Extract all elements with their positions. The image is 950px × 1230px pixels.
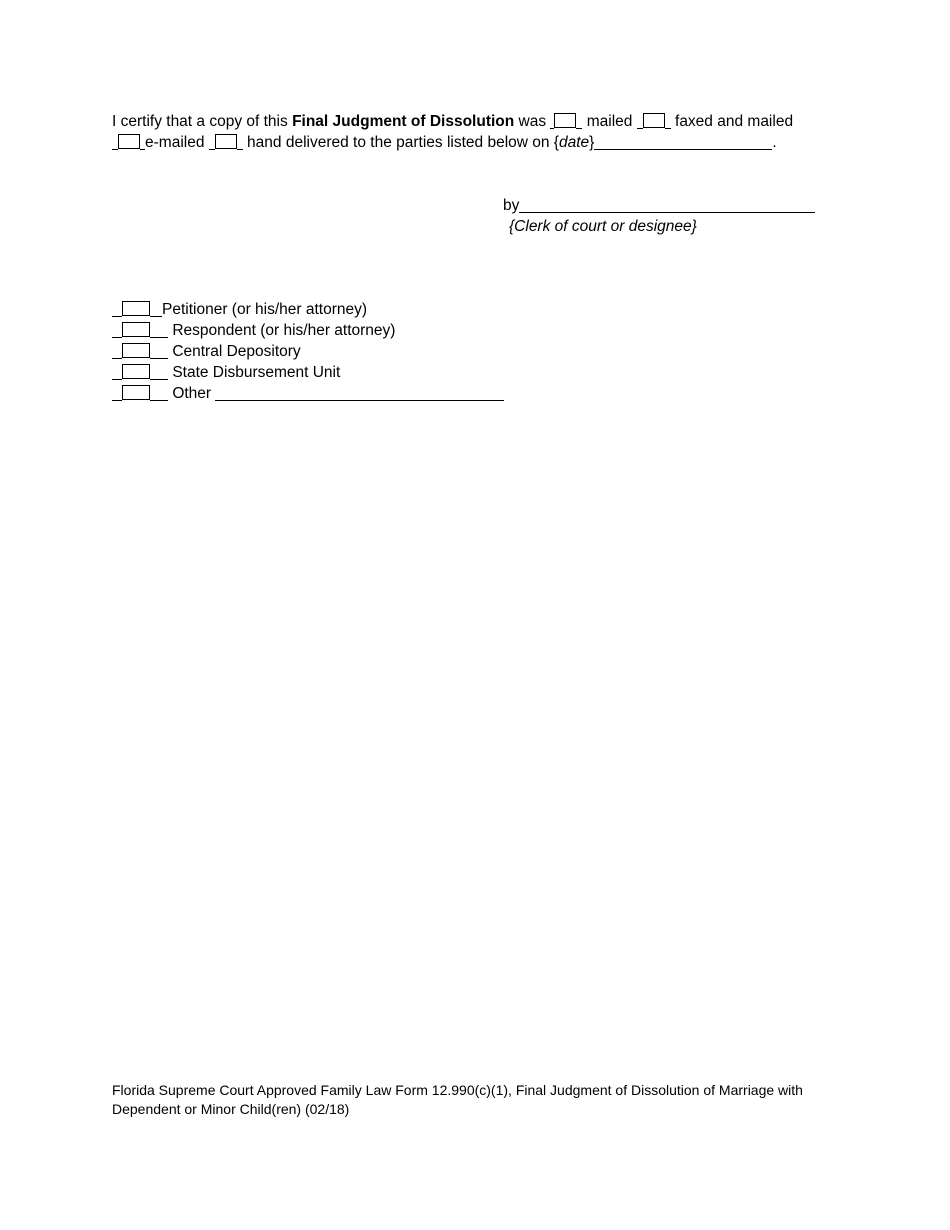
by-label: by xyxy=(503,197,520,214)
recipient-row xyxy=(112,384,504,404)
hand-delivered-checkbox[interactable] xyxy=(215,134,237,149)
date-field[interactable] xyxy=(594,134,772,150)
signature-field[interactable] xyxy=(519,197,815,213)
mailed-label: mailed xyxy=(582,113,637,130)
date-label: date xyxy=(559,134,590,151)
signature-caption: {Clerk of court or designee} xyxy=(509,218,697,235)
other-field[interactable] xyxy=(215,385,504,401)
faxed-mailed-checkbox[interactable] xyxy=(643,113,665,128)
certificate-period: . xyxy=(772,134,777,151)
mailed-checkbox[interactable] xyxy=(554,113,576,128)
certificate-intro: I certify that a copy of this xyxy=(112,113,293,130)
central-depository-checkbox[interactable] xyxy=(122,343,150,358)
signature-line xyxy=(503,196,815,216)
recipient-row xyxy=(112,342,301,362)
faxed-mailed-label: faxed and mailed xyxy=(670,113,794,130)
recipient-label: Other xyxy=(172,385,212,402)
state-disbursement-checkbox[interactable] xyxy=(122,364,150,379)
certificate-line-2 xyxy=(112,133,777,153)
emailed-checkbox[interactable] xyxy=(118,134,140,149)
respondent-checkbox[interactable] xyxy=(122,322,150,337)
date-close: } xyxy=(589,134,595,151)
other-checkbox[interactable] xyxy=(122,385,150,400)
hand-delivered-label: hand delivered to the parties listed below on { xyxy=(242,134,559,151)
certificate-was: was xyxy=(514,113,551,130)
document-title: Final Judgment of Dissolution xyxy=(292,113,515,130)
form-footer: Florida Supreme Court Approved Family Law Form 12.990(c)(1), Final Judgment of Dissolution of Marriage with Dependent or Minor Child(ren) (02/18) xyxy=(112,1082,803,1117)
recipient-row xyxy=(112,300,367,320)
recipient-label: Petitioner (or his/her attorney) xyxy=(162,301,368,318)
petitioner-checkbox[interactable] xyxy=(122,301,150,316)
recipient-row xyxy=(112,321,395,341)
emailed-label: e-mailed xyxy=(145,134,209,151)
recipient-label: Respondent (or his/her attorney) xyxy=(172,322,396,339)
recipient-row xyxy=(112,363,340,383)
recipient-label: State Disbursement Unit xyxy=(172,364,341,381)
recipient-label: Central Depository xyxy=(172,343,301,360)
certificate-line-1 xyxy=(112,112,793,132)
